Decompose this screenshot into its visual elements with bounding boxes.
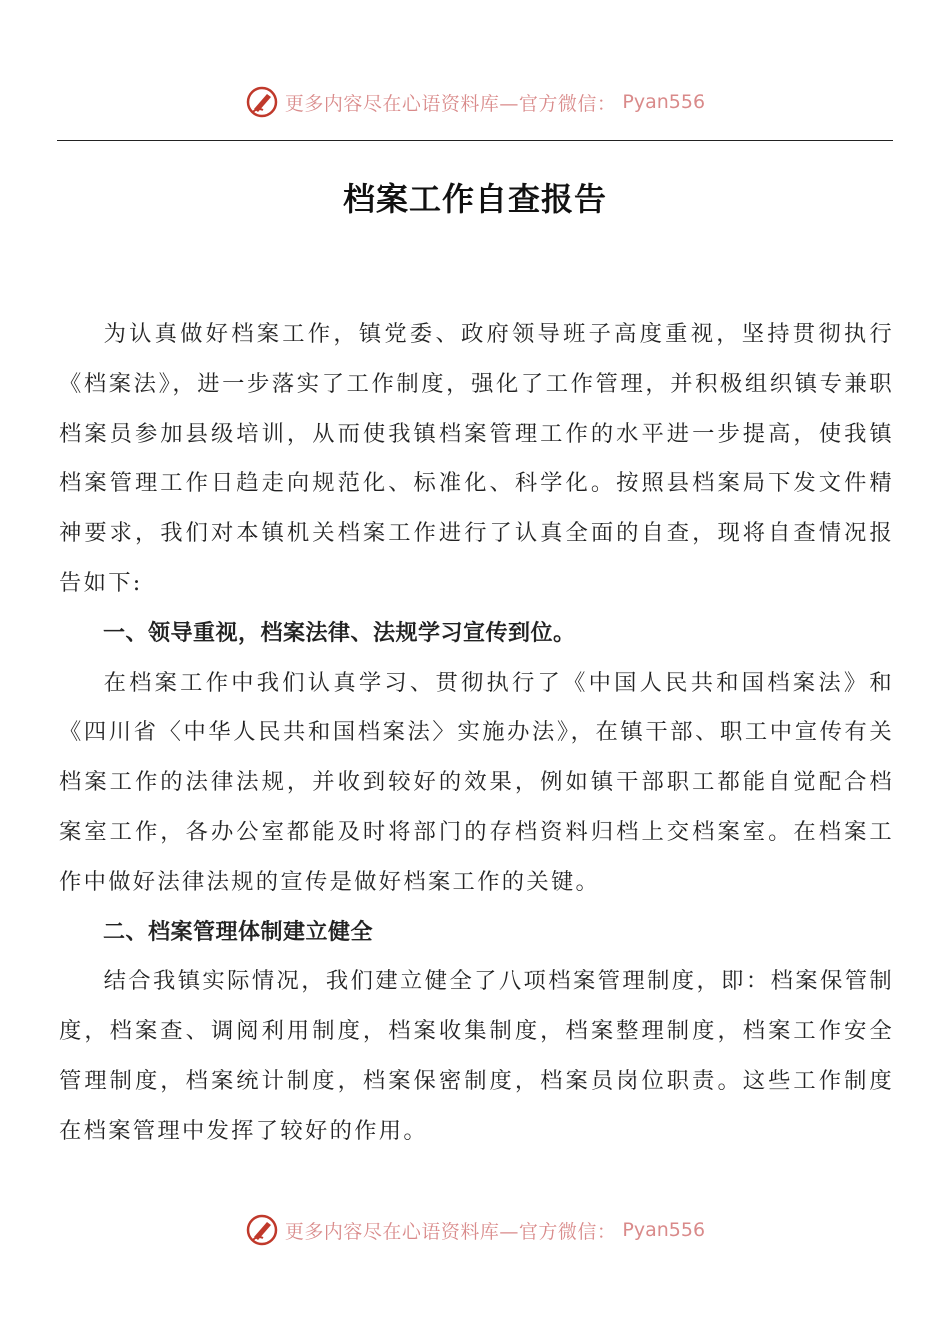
banner-wechat-id: Pyan556 <box>622 1219 706 1241</box>
paragraph-section-1: 在档案工作中我们认真学习、贯彻执行了《中国人民共和国档案法》和《四川省〈中华人民共和国档案法〉实施办法》，在镇干部、职工中宣传有关档案工作的法律法规，并收到较好的效果，例如镇干部职工都能自觉配合档案室工作，各办公室都能及时将部门的存档资料归档上交档案室。在档案工作中做好法律法规的宣传是做好档案工作的关键。 <box>59 669 894 895</box>
banner-text: 更多内容尽在心语资料库—官方微信： <box>284 92 617 115</box>
section-heading-2: 二、档案管理体制建立健全 <box>103 919 374 945</box>
document-title: 档案工作自查报告 <box>342 180 607 218</box>
document-body <box>59 310 894 1157</box>
pen-logo-icon <box>245 1213 279 1247</box>
paragraph-intro: 为认真做好档案工作，镇党委、政府领导班子高度重视，坚持贯彻执行《档案法》，进一步落实了工作制度，强化了工作管理，并积极组织镇专兼职档案员参加县级培训，从而使我镇档案管理工作的水平进一步提高，使我镇档案管理工作日趋走向规范化、标准化、科学化。按照县档案局下发文件精神要求，我们对本镇机关档案工作进行了认真全面的自查，现将自查情况报告如下: <box>59 321 894 596</box>
header-banner <box>0 82 950 122</box>
banner-text: 更多内容尽在心语资料库—官方微信： <box>284 1220 617 1243</box>
header-divider <box>57 140 893 141</box>
pen-logo-icon <box>245 85 279 119</box>
section-heading-1: 一、领导重视，档案法律、法规学习宣传到位。 <box>103 620 576 646</box>
footer-banner <box>0 1210 950 1250</box>
paragraph-section-2: 结合我镇实际情况，我们建立健全了八项档案管理制度，即：档案保管制度，档案查、调阅利用制度，档案收集制度，档案整理制度，档案工作安全管理制度，档案统计制度，档案保密制度，档案员岗位职责。这些工作制度在档案管理中发挥了较好的作用。 <box>59 968 894 1144</box>
banner-wechat-id: Pyan556 <box>622 91 706 113</box>
